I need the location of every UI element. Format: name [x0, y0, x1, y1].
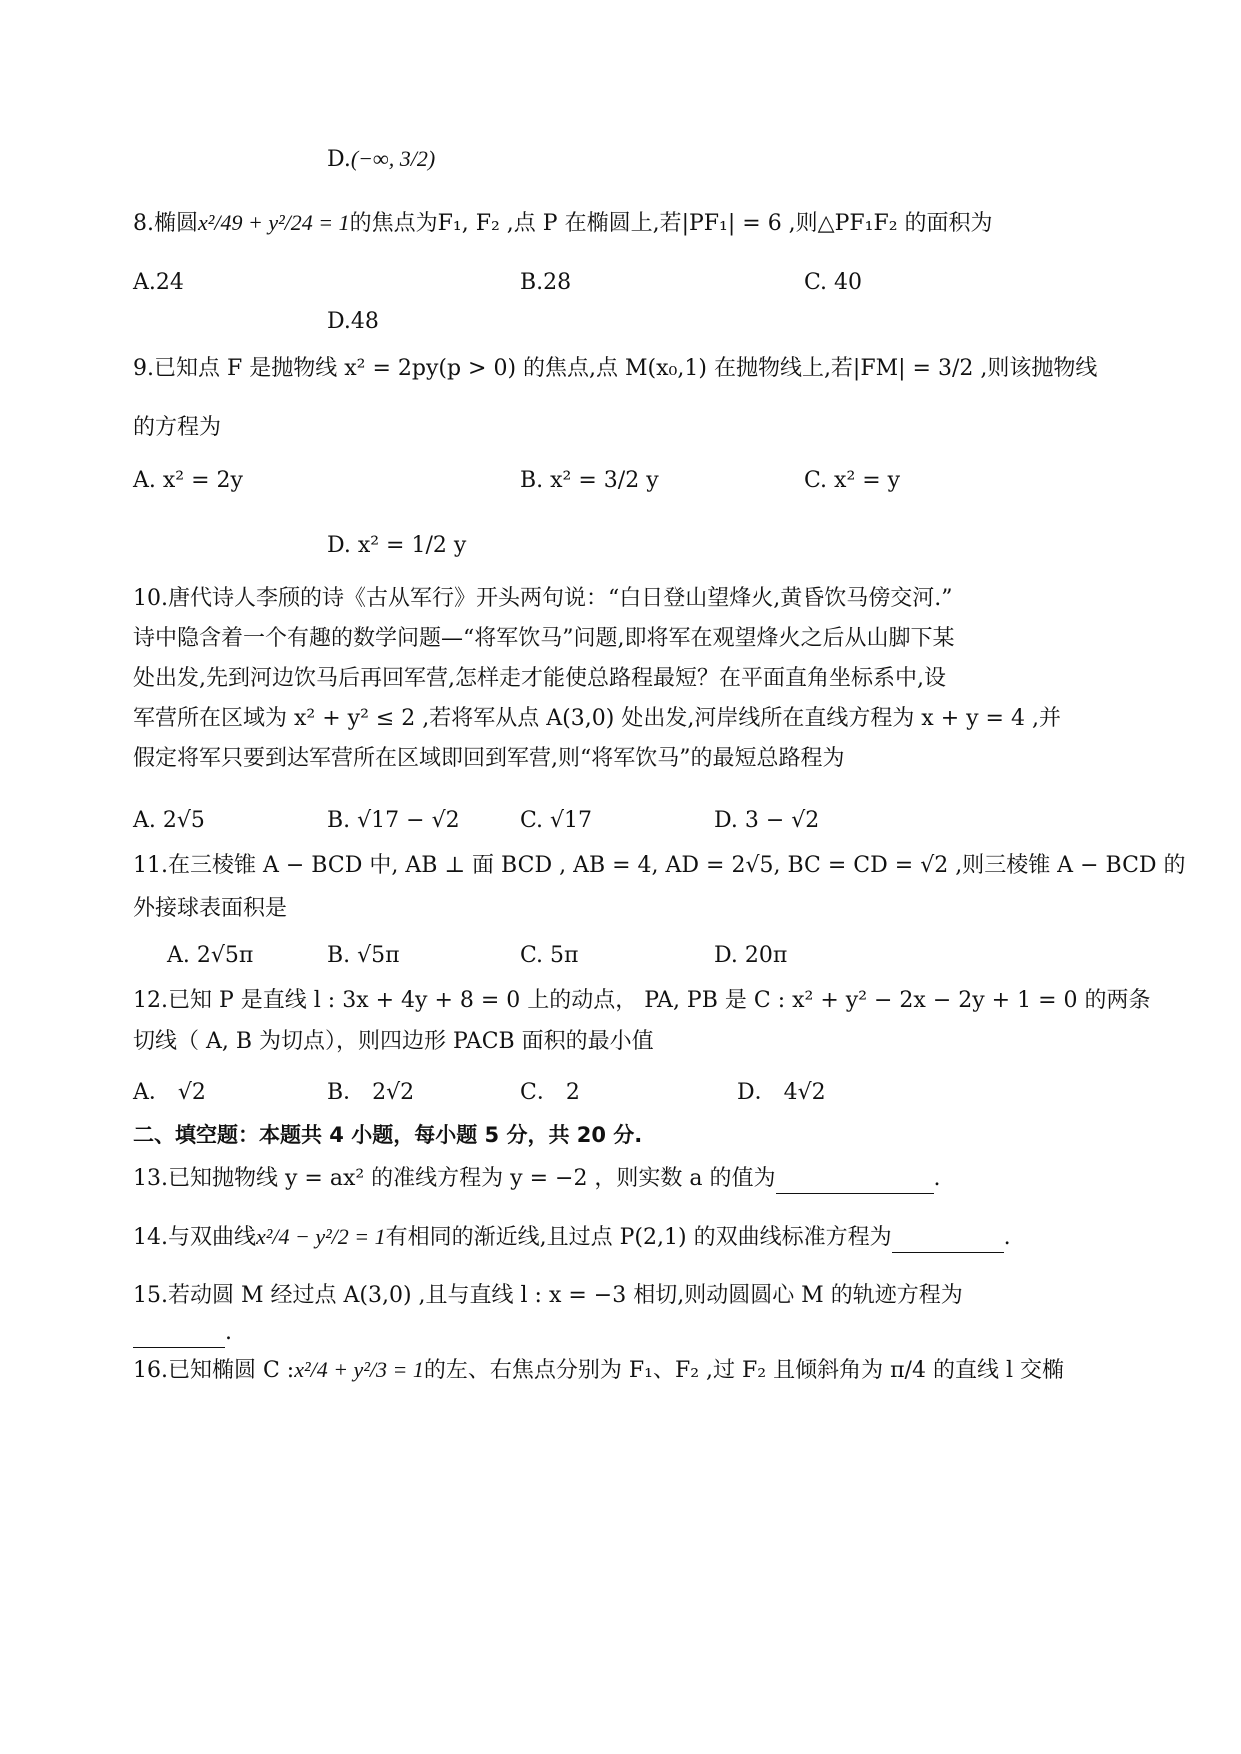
q7-option-d	[327, 144, 435, 175]
q13-period: .	[933, 1166, 941, 1191]
q16-post: 的左、右焦点分别为 F₁、F₂ ,过 F₂ 且倾斜角为 π/4 的直线 l 交椭	[423, 1358, 1064, 1383]
q8-option-b: B.28	[520, 270, 572, 295]
q11-option-b: B. √5π	[327, 943, 400, 968]
q10-option-c: C. √17	[520, 808, 593, 833]
q16	[133, 1355, 1064, 1386]
q9-stem-line1: 9.已知点 F 是抛物线 x² = 2py(p > 0) 的焦点,点 M(x₀,1) 在抛物线上,若|FM| = 3/2 ,则该抛物线	[133, 356, 1098, 381]
q13-text: 13.已知抛物线 y = ax² 的准线方程为 y = −2 ，则实数 a 的值为	[133, 1166, 776, 1191]
q12-option-a: A． √2	[133, 1080, 206, 1105]
q9-option-b: B. x² = 3/2 y	[520, 468, 659, 493]
q8-option-c: C. 40	[804, 270, 863, 295]
q14-period: .	[1003, 1225, 1011, 1250]
q11-option-c: C. 5π	[520, 943, 579, 968]
q14-hyperbola-equation: x²/4 − y²/2 = 1	[256, 1224, 386, 1249]
q12-option-b: B． 2√2	[327, 1080, 415, 1105]
q11-line1: 11.在三棱锥 A − BCD 中, AB ⊥ 面 BCD , AB = 4, AD = 2√5, BC = CD = √2 ,则三棱锥 A − BCD 的	[133, 853, 1186, 878]
q7-option-d-label: D.	[327, 147, 351, 172]
q8-option-d: D.48	[327, 309, 379, 334]
q8-stem-post: 的焦点为F₁, F₂ ,点 P 在椭圆上,若|PF₁| = 6 ,则△PF₁F₂ 的面积为	[349, 211, 993, 236]
q14-pre: 14.与双曲线	[133, 1225, 256, 1250]
q13-answer-blank[interactable]	[776, 1171, 934, 1194]
q10-line2: 诗中隐含着一个有趣的数学问题—“将军饮马”问题,即将军在观望烽火之后从山脚下某	[133, 626, 955, 651]
q8-stem-pre: 8.椭圆	[133, 211, 198, 236]
q16-pre: 16.已知椭圆 C :	[133, 1358, 295, 1383]
q11-option-d: D. 20π	[714, 943, 788, 968]
q10-line5: 假定将军只要到达军营所在区域即回到军营,则“将军饮马”的最短总路程为	[133, 746, 845, 771]
q14	[133, 1222, 1011, 1253]
q11-line2: 外接球表面积是	[133, 896, 288, 921]
q9-option-d: D. x² = 1/2 y	[327, 533, 467, 558]
q14-answer-blank[interactable]	[892, 1230, 1004, 1253]
q12-line2: 切线（ A, B 为切点），则四边形 PACB 面积的最小值	[133, 1029, 654, 1054]
q8-ellipse-equation: x²/49 + y²/24 = 1	[198, 210, 350, 235]
q10-option-d: D. 3 − √2	[714, 808, 820, 833]
section-2-heading: 二、填空题：本题共 4 小题，每小题 5 分，共 20 分.	[133, 1123, 643, 1147]
q15-line2	[133, 1318, 232, 1348]
q12-option-d: D． 4√2	[737, 1080, 826, 1105]
q14-post: 有相同的渐近线,且过点 P(2,1) 的双曲线标准方程为	[385, 1225, 892, 1250]
q10-option-a: A. 2√5	[133, 808, 205, 833]
q10-line1: 10.唐代诗人李颀的诗《古从军行》开头两句说：“白日登山望烽火,黄昏饮马傍交河.”	[133, 586, 953, 611]
q16-ellipse-equation: x²/4 + y²/3 = 1	[294, 1357, 424, 1382]
q11-option-a: A. 2√5π	[167, 943, 254, 968]
q15-period: .	[225, 1320, 232, 1345]
q8-stem	[133, 208, 993, 239]
q10-line3: 处出发,先到河边饮马后再回军营,怎样走才能使总路程最短？在平面直角坐标系中,设	[133, 666, 946, 691]
q15-answer-blank[interactable]	[133, 1325, 225, 1348]
q13	[133, 1164, 941, 1194]
q10-option-b: B. √17 − √2	[327, 808, 460, 833]
q9-stem-line2: 的方程为	[133, 415, 222, 440]
q7-option-d-value: (−∞, 3/2)	[350, 146, 436, 171]
q9-option-a: A. x² = 2y	[133, 468, 243, 493]
q12-line1: 12.已知 P 是直线 l : 3x + 4y + 8 = 0 上的动点， PA, PB 是 C : x² + y² − 2x − 2y + 1 = 0 的两条	[133, 988, 1151, 1013]
q15-line1: 15.若动圆 M 经过点 A(3,0) ,且与直线 l : x = −3 相切,则动圆圆心 M 的轨迹方程为	[133, 1283, 963, 1308]
q10-line4: 军营所在区域为 x² + y² ≤ 2 ,若将军从点 A(3,0) 处出发,河岸线所在直线方程为 x + y = 4 ,并	[133, 706, 1061, 731]
q8-option-a: A.24	[133, 270, 184, 295]
q9-option-c: C. x² = y	[804, 468, 901, 493]
q12-option-c: C． 2	[520, 1080, 580, 1105]
